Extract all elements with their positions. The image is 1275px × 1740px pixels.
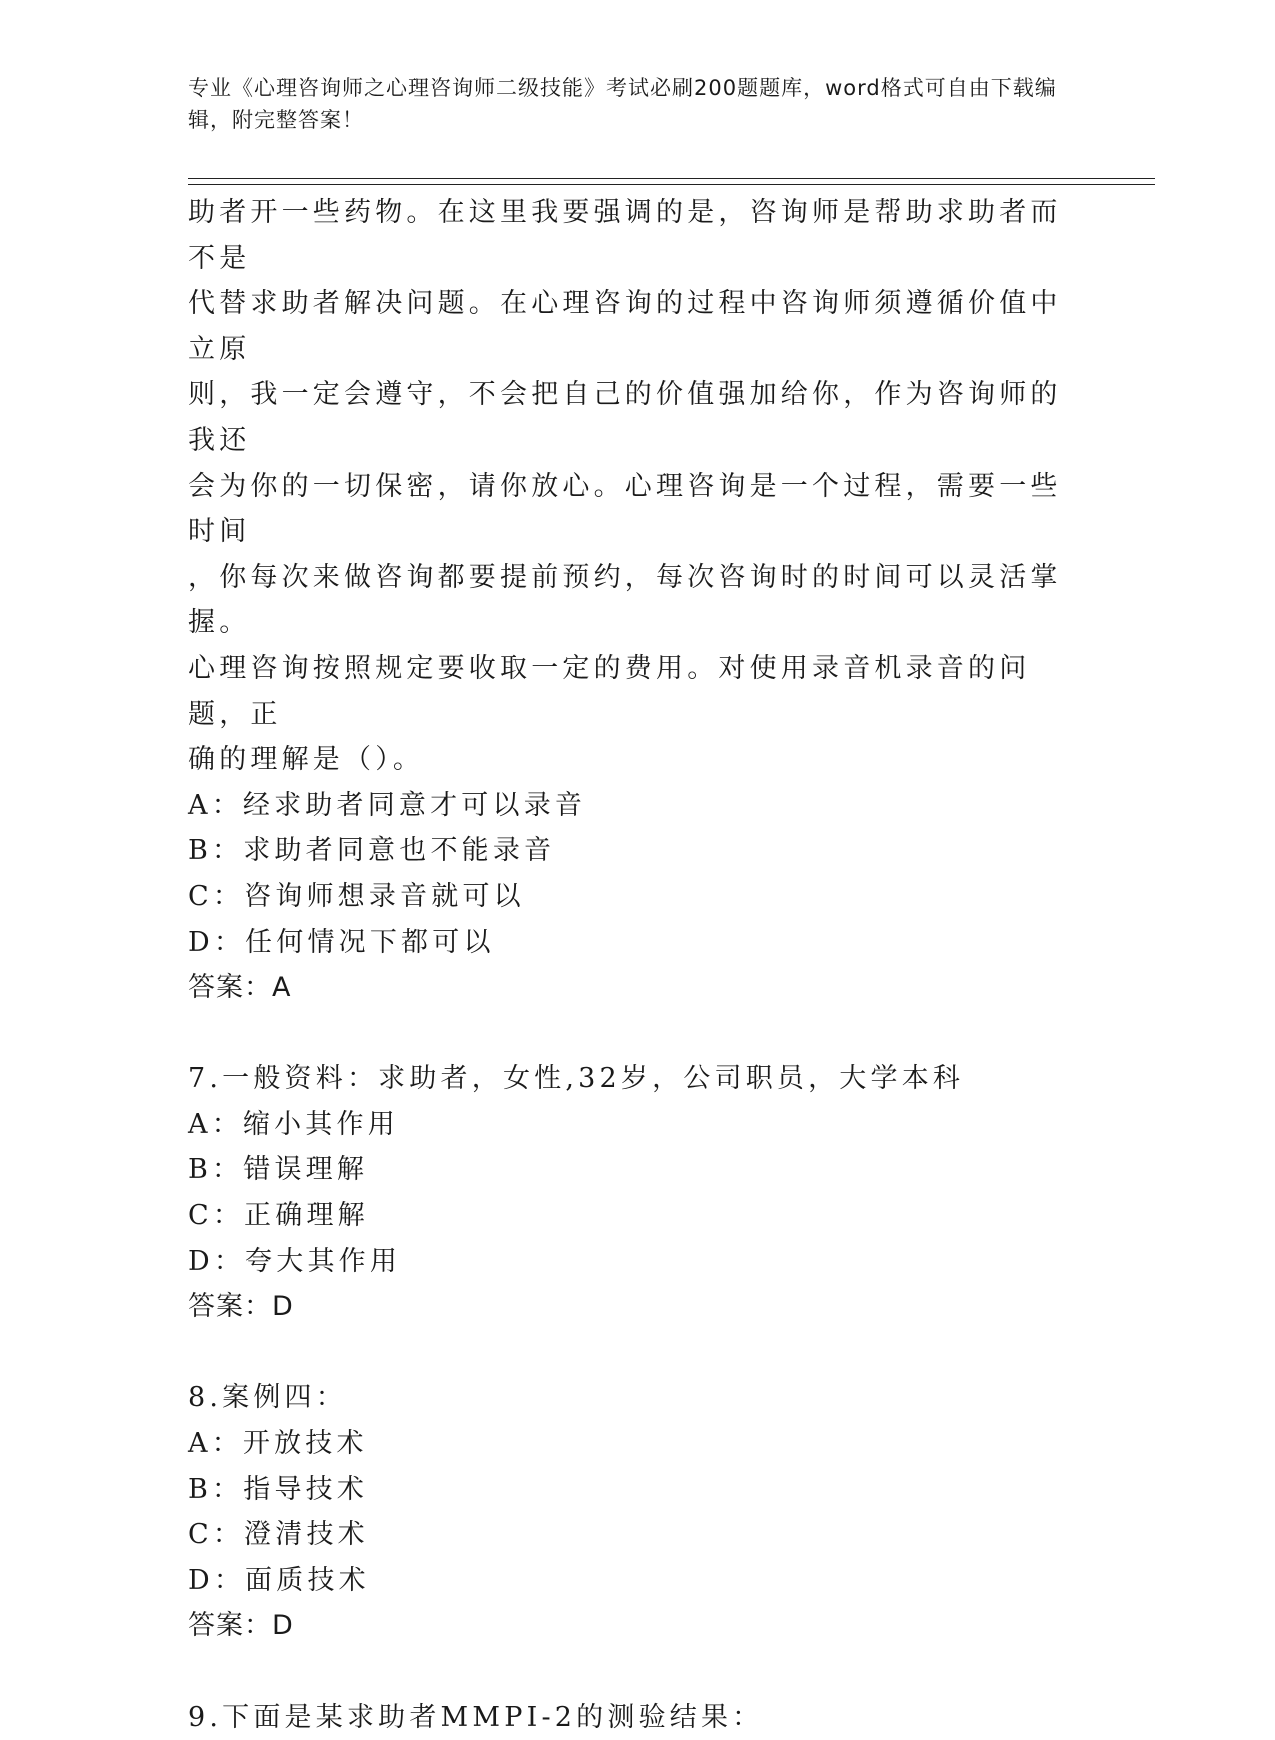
question-9 [188,1695,1068,1740]
option-d: D：任何情况下都可以 [188,926,495,958]
stem-line: 则，我一定会遵守，不会把自己的价值强加给你，作为咨询师的我还 [188,379,1062,456]
answer: 答案：D [188,1291,294,1323]
header-divider-top [188,178,1155,179]
answer: 答案：A [188,972,292,1004]
question-title: 8.案例四： [188,1382,347,1414]
option-c: C：正确理解 [188,1200,369,1232]
stem-line: 会为你的一切保密，请你放心。心理咨询是一个过程，需要一些时间 [188,470,1062,548]
option-c: C：咨询师想录音就可以 [188,880,525,912]
answer: 答案：D [188,1610,294,1642]
stem-line: 确的理解是（）。 [188,744,425,776]
option-b: B：错误理解 [188,1154,369,1186]
option-d: D：面质技术 [188,1564,370,1596]
stem-line: 助者开一些药物。在这里我要强调的是，咨询师是帮助求助者而不是 [188,197,1062,274]
spacer [188,1011,1068,1057]
stem-line: 心理咨询按照规定要收取一定的费用。对使用录音机录音的问题，正 [188,652,1031,730]
question-6-continuation [188,190,1068,1011]
spacer [188,1330,1068,1376]
question-8 [188,1375,1068,1649]
option-b: B：求助者同意也不能录音 [188,835,556,867]
option-a: A：经求助者同意才可以录音 [188,789,587,821]
document-body [188,190,1068,1740]
option-d: D：夸大其作用 [188,1245,402,1277]
question-title: 9.下面是某求助者MMPI-2的测验结果： [188,1701,764,1733]
option-a: A：开放技术 [188,1428,368,1460]
option-a: A：缩小其作用 [188,1108,399,1140]
header-divider-bottom [188,184,1155,185]
stem-line: 代替求助者解决问题。在心理咨询的过程中咨询师须遵循价值中立原 [188,288,1062,365]
option-c: C：澄清技术 [188,1519,369,1551]
spacer [188,1649,1068,1695]
option-b: B：指导技术 [188,1473,369,1505]
document-header: 专业《心理咨询师之心理咨询师二级技能》考试必刷200题题库，word格式可自由下载编辑，附完整答案！ [188,76,1057,132]
question-7 [188,1056,1068,1330]
stem-line: ，你每次来做咨询都要提前预约，每次咨询时的时间可以灵活掌握。 [188,561,1062,639]
question-title: 7.一般资料：求助者，女性,32岁，公司职员，大学本科 [188,1063,965,1095]
